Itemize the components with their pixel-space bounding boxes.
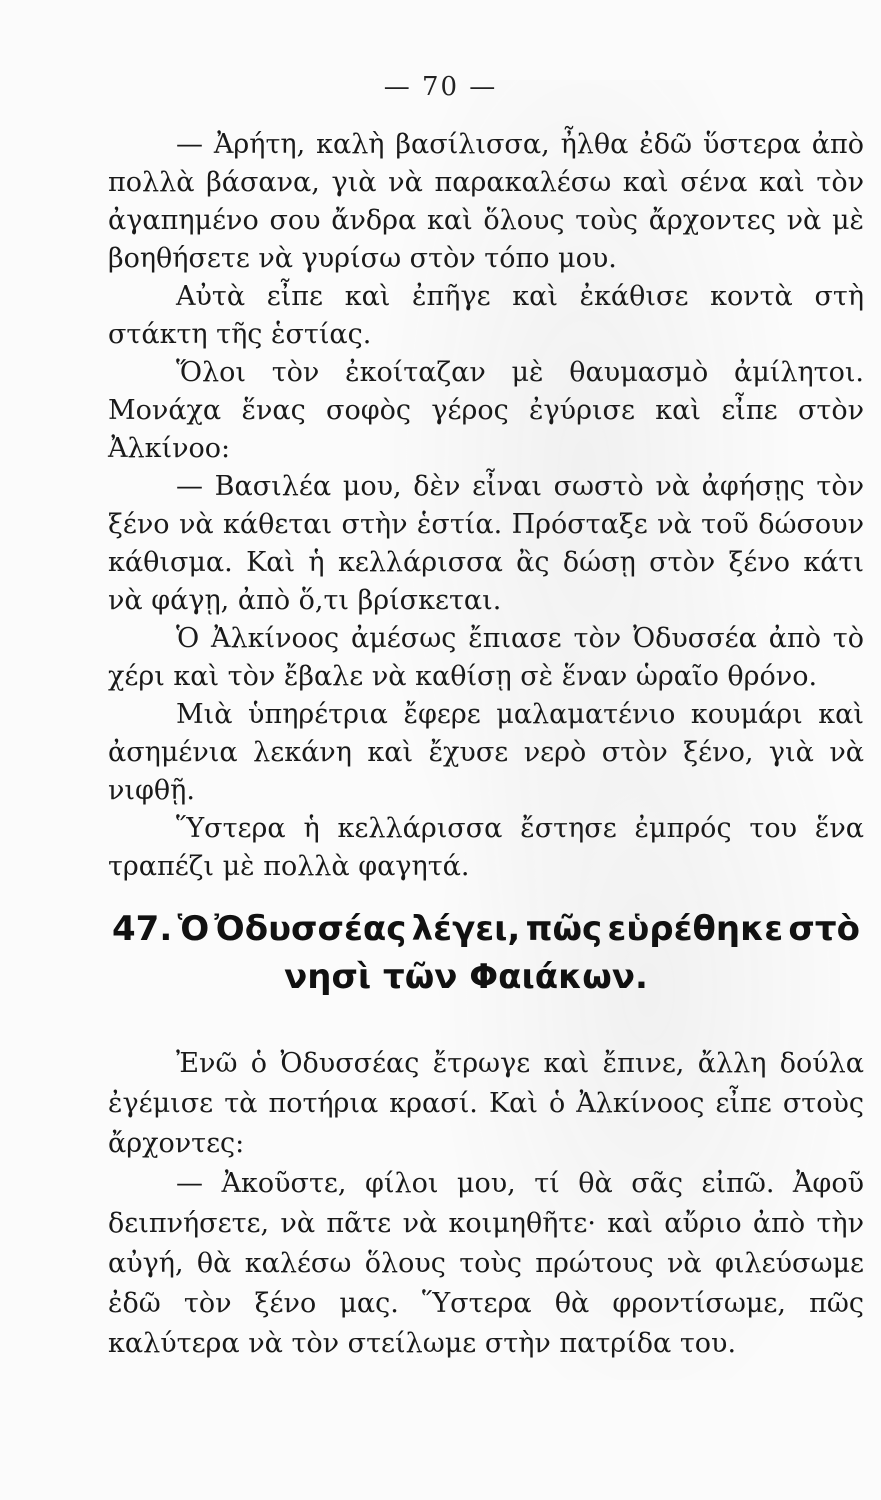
top-text-block [108,126,864,886]
paragraph: — Ἀρήτη, καλὴ βασίλισσα, ἦλθα ἐδῶ ὕστερα ἀπὸ πολλὰ βάσανα, γιὰ νὰ παρακαλέσω καὶ σένα καὶ τὸν ἀγαπημένο σου ἄνδρα καὶ ὅλους τοὺς ἄρχοντες νὰ μὲ βοηθήσετε νὰ γυρίσω στὸν τόπο μου. [108,129,864,274]
chapter-number: 47. [112,909,173,949]
paragraph: Μιὰ ὑπηρέτρια ἔφερε μαλαματένιο κουμάρι καὶ ἀσημένια λεκάνη καὶ ἔχυσε νερὸ στὸν ξένο, γιὰ νὰ νιφθῇ. [108,699,864,806]
chapter-heading-line1 [112,905,860,953]
heading-word: Ὁ [177,909,210,949]
paragraph: Ὕστερα ἡ κελλάρισσα ἔστησε ἐμπρός του ἕνα τραπέζι μὲ πολλὰ φαγητά. [108,813,864,882]
paragraph: — Βασιλέα μου, δὲν εἶναι σωστὸ νὰ ἀφήσῃς τὸν ξένο νὰ κάθεται στὴν ἑστία. Πρόσταξε νὰ τοῦ δώσουν κάθισμα. Καὶ ἡ κελλάρισσα ἂς δώσῃ στὸν ξένο κάτι νὰ φάγῃ, ἀπὸ ὅ,τι βρίσκεται. [108,471,864,616]
heading-word: λέγει, [411,909,521,949]
paragraph: Ἐνῶ ὁ Ὀδυσσέας ἔτρωγε καὶ ἔπινε, ἄλλη δούλα ἐγέμισε τὰ ποτήρια κρασί. Καὶ ὁ Ἀλκίνοος εἶπε στοὺς ἄρχοντες: [108,1048,864,1159]
paragraph: Αὐτὰ εἶπε καὶ ἐπῆγε καὶ ἐκάθισε κοντὰ στὴ στάκτη τῆς ἑστίας. [108,281,864,350]
heading-word: πῶς [525,909,603,949]
heading-word: στὸ [788,909,860,949]
paragraph: — Ἀκοῦστε, φίλοι μου, τί θὰ σᾶς εἰπῶ. Ἀφοῦ δειπνήσετε, νὰ πᾶτε νὰ κοιμηθῆτε· καὶ αὔριο ἀπὸ τὴν αὐγή, θὰ καλέσω ὅλους τοὺς πρώτους νὰ φιλεύσωμε ἐδῶ τὸν ξένο μας. Ὕστερα θὰ φροντίσωμε, πῶς καλύτερα νὰ τὸν στείλωμε στὴν πατρίδα του. [108,1168,864,1359]
chapter-heading [112,905,860,1001]
heading-word: εὑρέθηκε [607,909,784,949]
bottom-text-block [108,1044,864,1364]
paragraph: Ὅλοι τὸν ἐκοίταζαν μὲ θαυμασμὸ ἀμίλητοι. Μονάχα ἕνας σοφὸς γέρος ἐγύρισε καὶ εἶπε στὸν Ἀλκίνοο: [108,357,864,464]
page-number: — 70 — [383,72,498,102]
paragraph: Ὁ Ἀλκίνοος ἀμέσως ἔπιασε τὸν Ὀδυσσέα ἀπὸ τὸ χέρι καὶ τὸν ἔβαλε νὰ καθίσῃ σὲ ἕναν ὡραῖο θρόνο. [108,623,864,692]
chapter-heading-line2: νησὶ τῶν Φαιάκων. [284,957,648,997]
heading-word: Ὀδυσσέας [214,909,407,949]
